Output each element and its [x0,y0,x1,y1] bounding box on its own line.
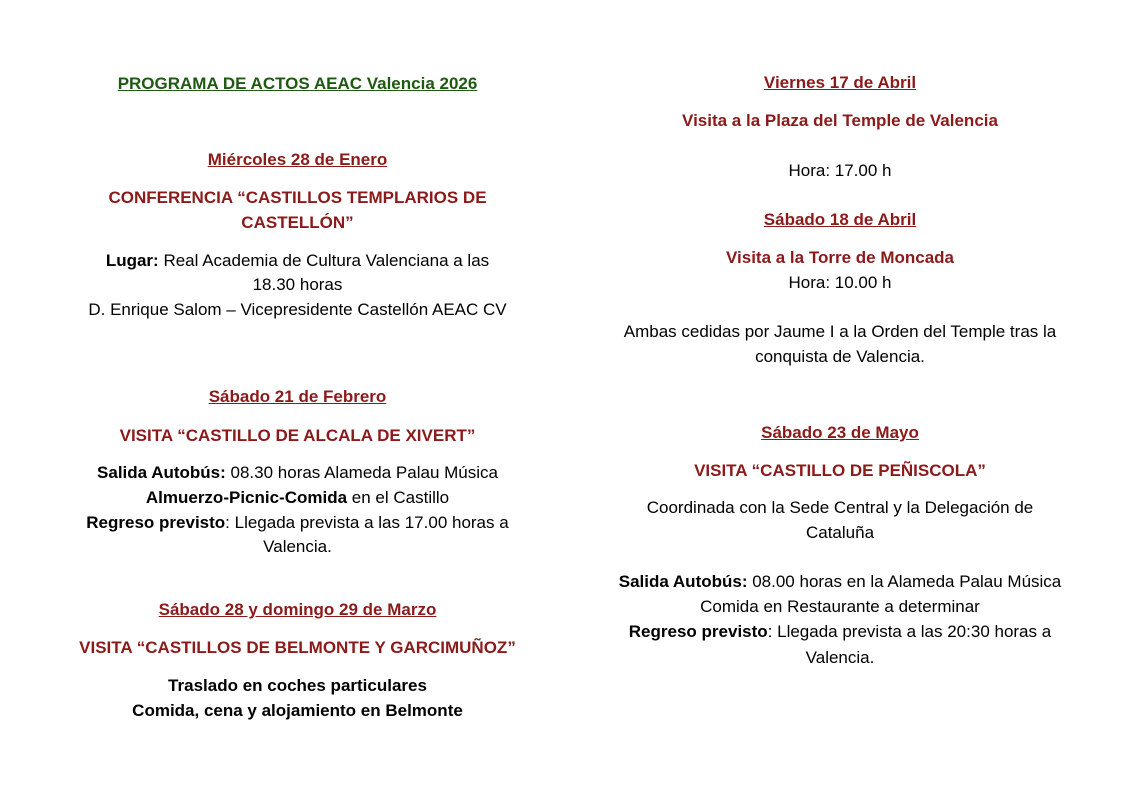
event6-return [585,619,1095,644]
event1-time: 18.30 horas [252,275,343,294]
event1-place-label: Lugar: [105,251,159,270]
event6-departure-label: Salida Autobús: [618,572,748,591]
event6-departure-text: 08.00 horas en la Alameda Palau Música [747,572,1062,591]
event3-line2: Comida, cena y alojamiento en Belmonte [132,701,463,720]
event5-date: Sábado 18 de Abril [763,210,917,229]
event2-departure [40,460,555,485]
event6-return-label: Regreso previsto [628,622,768,641]
event6-return-line2: Valencia. [805,648,875,667]
event3-heading: VISITA “CASTILLOS DE BELMONTE Y GARCIMUÑOZ” [79,638,516,657]
event2-heading: VISITA “CASTILLO DE ALCALA DE XIVERT” [119,426,476,445]
event1-heading-line1: CONFERENCIA “CASTILLOS TEMPLARIOS DE [108,188,487,207]
event2-return-text: : Llegada prevista a las 17.00 horas a [225,513,509,532]
event6-coord-line2: Cataluña [805,523,875,542]
event5-note-line1: Ambas cedidas por Jaume I a la Orden del Temple tras la [623,322,1057,341]
event2-return [40,510,555,535]
event6-departure [585,569,1095,594]
event1-heading-line2: CASTELLÓN” [241,213,354,232]
event2-meal-label: Almuerzo-Picnic-Comida [145,488,348,507]
event2-return-line2: Valencia. [263,537,332,556]
event6-date: Sábado 23 de Mayo [761,423,919,442]
event6-heading: VISITA “CASTILLO DE PEÑISCOLA” [694,461,986,480]
event5-heading: Visita a la Torre de Moncada [725,248,954,267]
event1-date: Miércoles 28 de Enero [207,150,388,169]
event5-time: Hora: 10.00 h [788,273,892,292]
event6-meal: Comida en Restaurante a determinar [700,597,980,616]
event3-line1: Traslado en coches particulares [168,676,427,695]
event1-place [40,248,555,273]
event4-time: Hora: 17.00 h [788,161,892,180]
event4-heading: Visita a la Plaza del Temple de Valencia [682,111,998,130]
event2-meal [40,485,555,510]
event6-return-text: : Llegada prevista a las 20:30 horas a [767,622,1052,641]
event2-date: Sábado 21 de Febrero [208,387,387,406]
event2-meal-text: en el Castillo [347,488,450,507]
event6-coord-line1: Coordinada con la Sede Central y la Delegación de [646,498,1034,517]
event2-departure-text: 08.30 horas Alameda Palau Música [225,463,498,482]
program-title: PROGRAMA DE ACTOS AEAC Valencia 2026 [117,74,478,93]
event1-speaker: D. Enrique Salom – Vicepresidente Castellón AEAC CV [88,300,507,319]
event2-departure-label: Salida Autobús: [97,463,226,482]
event4-date: Viernes 17 de Abril [763,73,917,92]
event3-date: Sábado 28 y domingo 29 de Marzo [158,600,437,619]
event5-note-line2: conquista de Valencia. [755,347,925,366]
event1-place-text: Real Academia de Cultura Valenciana a las [158,251,490,270]
event2-return-label: Regreso previsto [86,513,226,532]
